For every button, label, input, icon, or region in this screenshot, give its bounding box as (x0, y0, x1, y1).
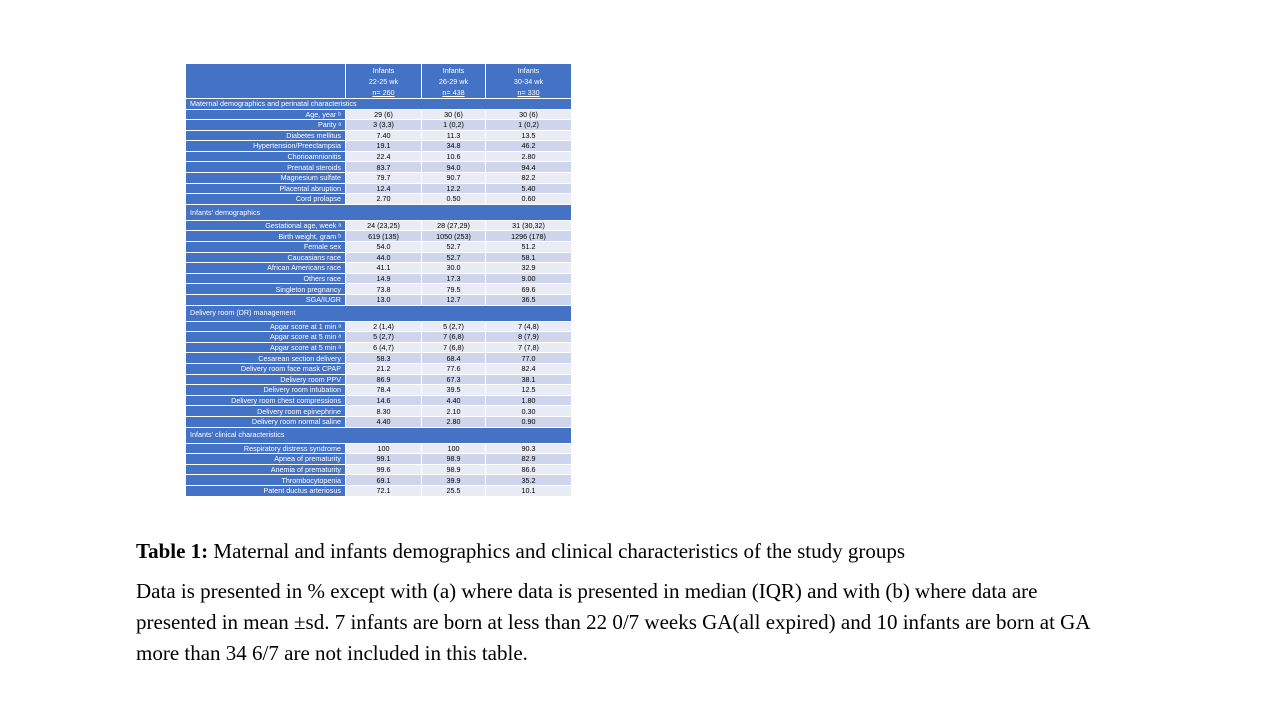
table-row (186, 173, 572, 184)
table-row (186, 295, 572, 306)
row-value: 38.1 (486, 374, 572, 385)
row-value: 82.9 (486, 454, 572, 465)
row-value: 7 (6,8) (422, 332, 486, 343)
table-row (186, 194, 572, 205)
row-label: Gestational age, week ᵃ (186, 220, 346, 231)
table-row (186, 220, 572, 231)
row-value: 1 (0,2) (486, 120, 572, 131)
row-label: Patent ductus arteriosus (186, 485, 346, 496)
row-value: 21.2 (346, 363, 422, 374)
row-value: 69.1 (346, 475, 422, 486)
table-row (186, 321, 572, 332)
section-header-row (186, 305, 572, 321)
table-row (186, 353, 572, 364)
row-value: 58.3 (346, 353, 422, 364)
row-label: Others race (186, 273, 346, 284)
header-col-26-29wk (422, 64, 486, 99)
row-label: Prenatal steroids (186, 162, 346, 173)
row-value: 22.4 (346, 151, 422, 162)
section-title: Maternal demographics and perinatal characteristics (186, 99, 572, 110)
table-row (186, 454, 572, 465)
row-value: 2.10 (422, 406, 486, 417)
row-value: 6 (4,7) (346, 342, 422, 353)
row-value: 12.2 (422, 183, 486, 194)
row-value: 98.9 (422, 454, 486, 465)
row-value: 13.0 (346, 295, 422, 306)
section-title: Infants' demographics (186, 204, 572, 220)
row-label: Delivery room face mask CPAP (186, 363, 346, 374)
row-value: 31 (30,32) (486, 220, 572, 231)
row-label: Apgar score at 1 min ᵃ (186, 321, 346, 332)
row-value: 2.70 (346, 194, 422, 205)
row-label: Apnea of prematurity (186, 454, 346, 465)
row-value: 619 (135) (346, 231, 422, 242)
row-value: 4.40 (346, 416, 422, 427)
table-row (186, 284, 572, 295)
row-value: 19.1 (346, 141, 422, 152)
table-row (186, 464, 572, 475)
row-value: 12.7 (422, 295, 486, 306)
row-value: 39.5 (422, 385, 486, 396)
row-value: 30 (6) (486, 109, 572, 120)
table-row (186, 183, 572, 194)
row-value: 41.1 (346, 263, 422, 274)
table-row (186, 231, 572, 242)
row-label: Cesarean section delivery (186, 353, 346, 364)
header-line: 26-29 wk (438, 76, 469, 86)
header-line: n= 438 (442, 87, 465, 97)
row-value: 8.30 (346, 406, 422, 417)
caption-text: Maternal and infants demographics and clinical characteristics of the study groups (208, 539, 906, 563)
row-label: Birth weight, gram ᵇ (186, 231, 346, 242)
table-row (186, 130, 572, 141)
row-label: Chorioamnionitis (186, 151, 346, 162)
row-label: Magnesium sulfate (186, 173, 346, 184)
table-row (186, 151, 572, 162)
row-value: 13.5 (486, 130, 572, 141)
row-value: 5.40 (486, 183, 572, 194)
header-line: Infants (372, 65, 395, 75)
table-row (186, 363, 572, 374)
row-value: 67.3 (422, 374, 486, 385)
study-groups-table (185, 63, 572, 497)
row-value: 25.5 (422, 485, 486, 496)
header-line: Infants (517, 65, 540, 75)
table-row (186, 443, 572, 454)
row-value: 100 (422, 443, 486, 454)
row-value: 24 (23,25) (346, 220, 422, 231)
header-corner-cell (186, 64, 346, 99)
row-value: 10.6 (422, 151, 486, 162)
row-value: 5 (2,7) (422, 321, 486, 332)
table-row (186, 120, 572, 131)
header-line: 30-34 wk (513, 76, 544, 86)
row-value: 82.4 (486, 363, 572, 374)
row-label: Anemia of prematurity (186, 464, 346, 475)
table-row (186, 342, 572, 353)
row-label: Cord prolapse (186, 194, 346, 205)
row-label: Delivery room epinephrine (186, 406, 346, 417)
row-label: Delivery room chest compressions (186, 395, 346, 406)
row-value: 8 (7,9) (486, 332, 572, 343)
row-value: 2.80 (486, 151, 572, 162)
row-label: Caucasians race (186, 252, 346, 263)
row-value: 39.9 (422, 475, 486, 486)
header-col-22-25wk (346, 64, 422, 99)
row-value: 69.6 (486, 284, 572, 295)
row-value: 52.7 (422, 242, 486, 253)
row-value: 77.6 (422, 363, 486, 374)
table-body (186, 64, 572, 497)
row-value: 1 (0,2) (422, 120, 486, 131)
row-value: 78.4 (346, 385, 422, 396)
row-value: 7 (7,8) (486, 342, 572, 353)
table-footnote (136, 576, 1246, 669)
table-row (186, 385, 572, 396)
row-label: Female sex (186, 242, 346, 253)
row-value: 1.80 (486, 395, 572, 406)
section-title: Infants' clinical characteristics (186, 427, 572, 443)
row-label: Apgar score at 5 min ᵃ (186, 332, 346, 343)
row-value: 99.1 (346, 454, 422, 465)
row-value: 94.4 (486, 162, 572, 173)
table-row (186, 252, 572, 263)
row-value: 90.7 (422, 173, 486, 184)
row-value: 12.4 (346, 183, 422, 194)
row-label: Respiratory distress syndrome (186, 443, 346, 454)
table-row (186, 242, 572, 253)
row-value: 30 (6) (422, 109, 486, 120)
row-label: Diabetes mellitus (186, 130, 346, 141)
row-value: 0.30 (486, 406, 572, 417)
footnote-line: Data is presented in % except with (a) where data is presented in median (IQR) and with (b) where data are (136, 579, 1038, 603)
row-value: 10.1 (486, 485, 572, 496)
table-row (186, 475, 572, 486)
row-value: 58.1 (486, 252, 572, 263)
row-value: 35.2 (486, 475, 572, 486)
row-value: 52.7 (422, 252, 486, 263)
row-value: 11.3 (422, 130, 486, 141)
row-value: 44.0 (346, 252, 422, 263)
table-row (186, 332, 572, 343)
table-row (186, 395, 572, 406)
row-value: 72.1 (346, 485, 422, 496)
row-value: 0.90 (486, 416, 572, 427)
row-label: Placental abruption (186, 183, 346, 194)
table-row (186, 416, 572, 427)
row-value: 79.7 (346, 173, 422, 184)
row-value: 36.5 (486, 295, 572, 306)
row-value: 7 (4,8) (486, 321, 572, 332)
table-row (186, 141, 572, 152)
header-line: Infants (442, 65, 465, 75)
row-value: 9.00 (486, 273, 572, 284)
row-value: 4.40 (422, 395, 486, 406)
row-value: 94.0 (422, 162, 486, 173)
header-line: n= 260 (372, 87, 395, 97)
table-header-row (186, 64, 572, 99)
row-label: Thrombocytopenia (186, 475, 346, 486)
row-value: 98.9 (422, 464, 486, 475)
table-row (186, 273, 572, 284)
row-value: 54.0 (346, 242, 422, 253)
row-value: 51.2 (486, 242, 572, 253)
row-label: SGA/IUGR (186, 295, 346, 306)
footnote-line: presented in mean ±sd. 7 infants are born at less than 22 0/7 weeks GA(all expired) and 10 infants are born at GA (136, 610, 1091, 634)
header-col-30-34wk (486, 64, 572, 99)
table-row (186, 263, 572, 274)
row-label: Delivery room intubation (186, 385, 346, 396)
row-value: 90.3 (486, 443, 572, 454)
footnote-line: more than 34 6/7 are not included in this table. (136, 641, 528, 665)
header-line: n= 330 (517, 87, 540, 97)
row-value: 1050 (253) (422, 231, 486, 242)
table-row (186, 406, 572, 417)
row-value: 86.9 (346, 374, 422, 385)
row-value: 5 (2,7) (346, 332, 422, 343)
row-label: Age, year ᵇ (186, 109, 346, 120)
row-value: 28 (27,29) (422, 220, 486, 231)
row-value: 2 (1,4) (346, 321, 422, 332)
row-value: 1296 (178) (486, 231, 572, 242)
row-value: 7 (6,8) (422, 342, 486, 353)
row-label: Hypertension/Preeclampsia (186, 141, 346, 152)
row-value: 30.0 (422, 263, 486, 274)
row-value: 68.4 (422, 353, 486, 364)
table-caption (136, 537, 1246, 565)
row-value: 29 (6) (346, 109, 422, 120)
row-value: 79.5 (422, 284, 486, 295)
section-header-row (186, 204, 572, 220)
row-label: Singleton pregnancy (186, 284, 346, 295)
row-value: 100 (346, 443, 422, 454)
row-value: 17.3 (422, 273, 486, 284)
table-row (186, 485, 572, 496)
row-value: 82.2 (486, 173, 572, 184)
row-value: 46.2 (486, 141, 572, 152)
row-value: 32.9 (486, 263, 572, 274)
table-row (186, 162, 572, 173)
row-value: 86.6 (486, 464, 572, 475)
row-label: Apgar score at 5 min ᵃ (186, 342, 346, 353)
caption-label: Table 1: (136, 539, 209, 563)
row-label: Delivery room normal saline (186, 416, 346, 427)
row-value: 0.50 (422, 194, 486, 205)
row-value: 14.6 (346, 395, 422, 406)
row-value: 73.8 (346, 284, 422, 295)
section-header-row (186, 99, 572, 110)
row-value: 3 (3,3) (346, 120, 422, 131)
row-label: Delivery room PPV (186, 374, 346, 385)
row-value: 14.9 (346, 273, 422, 284)
row-value: 0.60 (486, 194, 572, 205)
row-value: 77.0 (486, 353, 572, 364)
row-value: 83.7 (346, 162, 422, 173)
row-label: Parity ᵃ (186, 120, 346, 131)
row-value: 2.80 (422, 416, 486, 427)
section-title: Delivery room (DR) management (186, 305, 572, 321)
table-row (186, 374, 572, 385)
row-label: African Americans race (186, 263, 346, 274)
header-line: 22-25 wk (368, 76, 399, 86)
table-row (186, 109, 572, 120)
row-value: 7.40 (346, 130, 422, 141)
section-header-row (186, 427, 572, 443)
row-value: 12.5 (486, 385, 572, 396)
row-value: 99.6 (346, 464, 422, 475)
row-value: 34.8 (422, 141, 486, 152)
